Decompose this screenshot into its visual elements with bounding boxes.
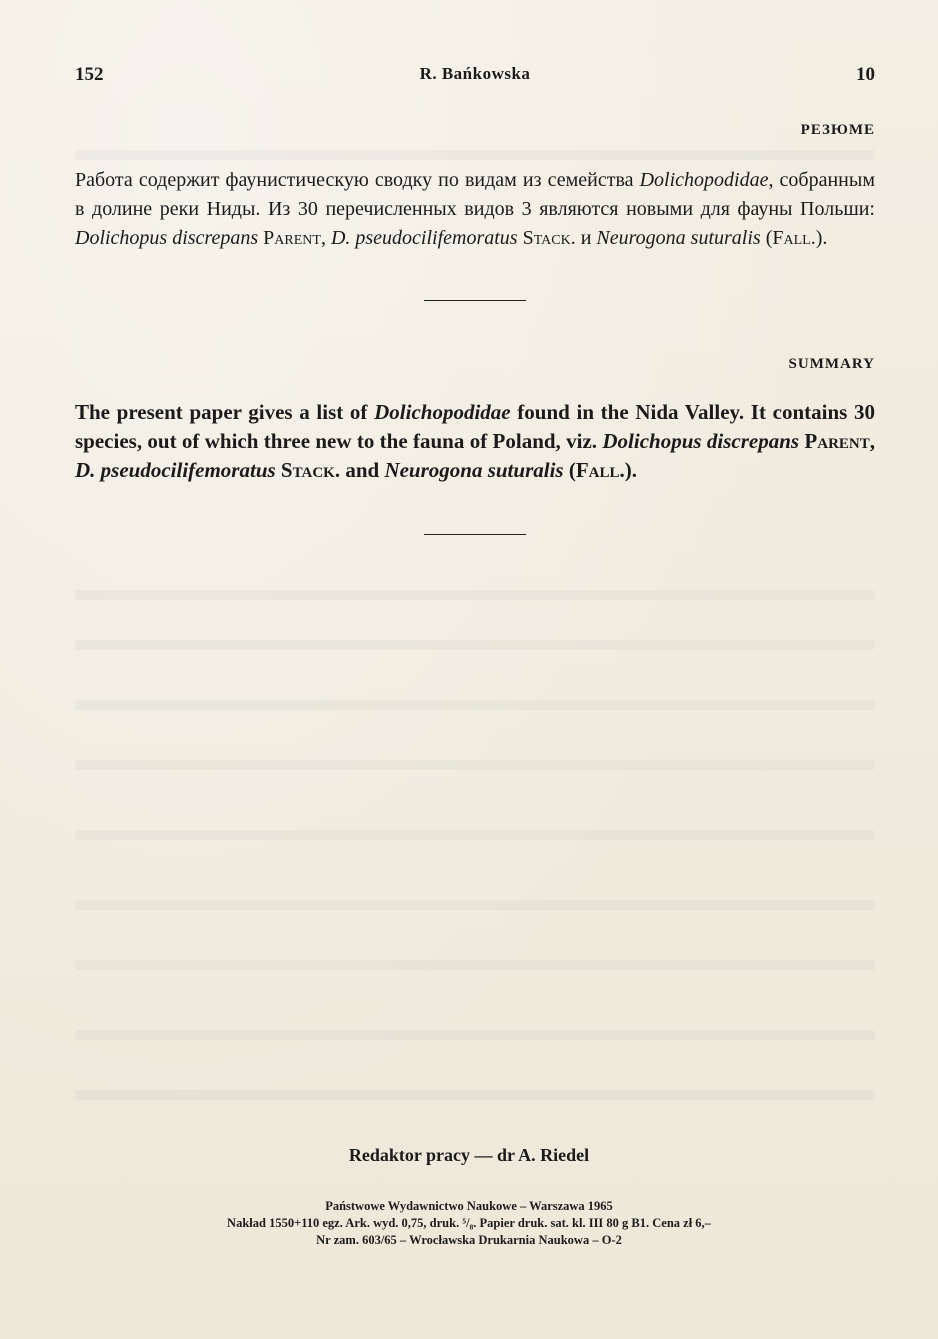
text-run: , [869, 429, 876, 453]
species-name: D. pseudocilifemoratus [75, 458, 276, 482]
show-through-texture [75, 1030, 875, 1040]
show-through-texture [75, 150, 875, 160]
species-name: Neurogona suturalis [384, 458, 564, 482]
species-author: Stack [522, 227, 571, 249]
text-run: , собранным в долине реки Ниды. Из 30 перечисленных видов 3 являются новыми для фауны Польши: [75, 169, 875, 220]
section-divider [424, 534, 526, 535]
species-author: Stack [280, 458, 335, 482]
species-author: Parent [804, 429, 870, 453]
text-run: . and [334, 458, 385, 482]
english-summary-heading: SUMMARY [788, 356, 875, 372]
issue-number: 10 [856, 64, 875, 85]
species-author: Parent [263, 227, 321, 249]
text-run: , [320, 227, 331, 249]
russian-summary-heading: РЕЗЮМЕ [800, 122, 875, 138]
show-through-texture [75, 590, 875, 600]
text-run: found in the Nida Valley. It contains 30 species, out of which three new to the fauna of Poland, viz. [75, 400, 875, 453]
text-run: .). [619, 458, 638, 482]
text-run: ( [563, 458, 576, 482]
editor-credit: Redaktor pracy — dr A. Riedel [348, 1145, 590, 1165]
family-name: Dolichopodidae [374, 400, 511, 424]
species-author: Fall [772, 227, 811, 249]
imprint-publisher: Państwowe Wydawnictwo Naukowe – Warszawa 1965 [325, 1199, 613, 1213]
text-run: The present paper gives a list of [75, 400, 375, 424]
text-run: .). [810, 227, 828, 249]
text-run: . и [570, 227, 597, 249]
english-summary-paragraph [75, 398, 875, 485]
russian-summary-paragraph [75, 166, 875, 253]
section-divider [424, 300, 526, 301]
imprint-order-number: Nr zam. 603/65 – Wrocławska Drukarnia Naukowa – O-2 [316, 1233, 622, 1247]
species-name: D. pseudocilifemoratus [330, 227, 518, 249]
show-through-texture [75, 900, 875, 910]
species-author: Fall [575, 458, 620, 482]
imprint-print-details: Nakład 1550+110 egz. Ark. wyd. 0,75, druk. ⁵/₈. Papier druk. sat. kl. III 80 g B1. Cena zł 6,– [227, 1216, 711, 1230]
family-name: Dolichopodidae [639, 169, 769, 191]
show-through-texture [75, 960, 875, 970]
show-through-texture [75, 830, 875, 840]
running-head-author: R. Bańkowska [419, 64, 531, 83]
text-run: ( [760, 227, 773, 249]
show-through-texture [75, 760, 875, 770]
species-name: Dolichopus discrepans [75, 227, 259, 249]
species-name: Dolichopus discrepans [602, 429, 800, 453]
species-name: Neurogona suturalis [596, 227, 761, 249]
running-header [75, 64, 875, 94]
show-through-texture [75, 640, 875, 650]
text-run: Работа содержит фаунистическую сводку по видам из семейства [75, 169, 640, 191]
page-number: 152 [75, 64, 104, 85]
show-through-texture [75, 1090, 875, 1100]
show-through-texture [75, 700, 875, 710]
